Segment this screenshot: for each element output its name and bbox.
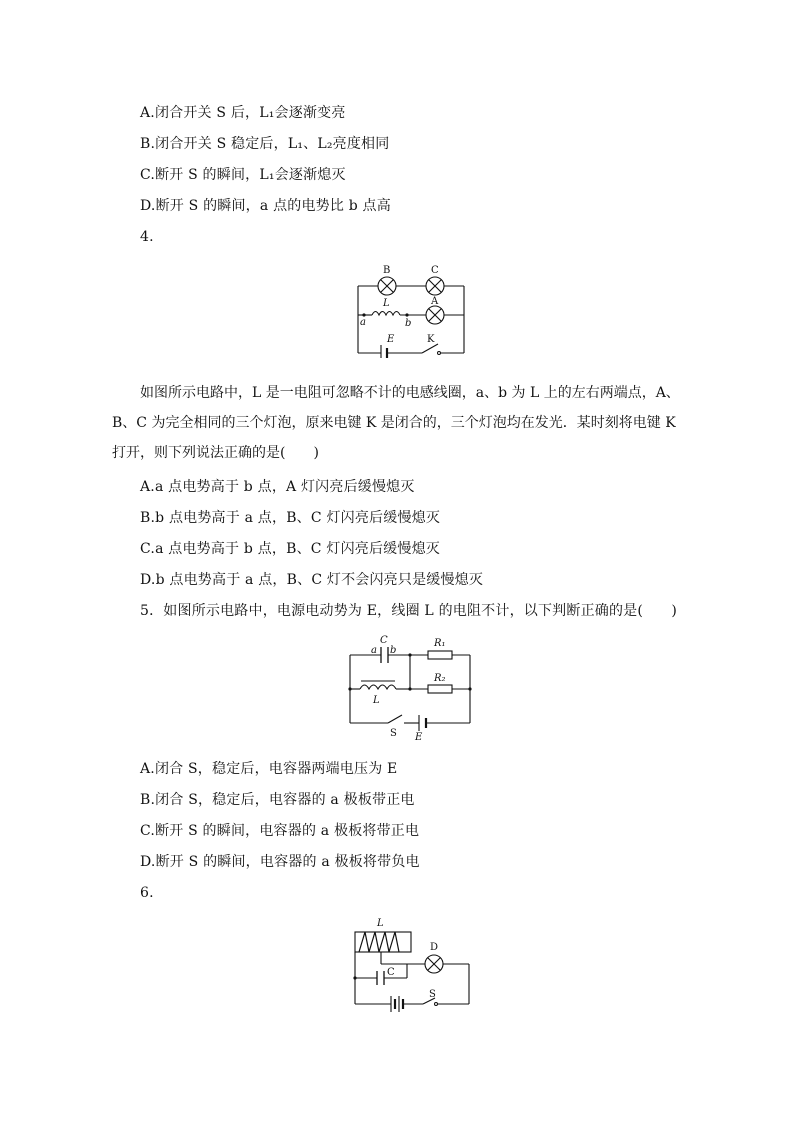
label-r2: R₂	[434, 673, 446, 684]
label-c: C	[387, 967, 395, 978]
label-c: C	[431, 265, 439, 276]
q4-circuit-diagram	[350, 258, 470, 358]
q4-option-b: B.b 点电势高于 a 点，B、C 灯闪亮后缓慢熄灭	[140, 510, 441, 526]
label-l: L	[383, 298, 390, 309]
label-a-lamp: A	[431, 296, 439, 307]
q6-number: 6.	[140, 885, 154, 901]
junction-dot	[468, 687, 471, 690]
label-e: E	[387, 334, 395, 345]
battery-icon	[381, 345, 387, 358]
q5-circuit-diagram	[340, 632, 480, 744]
q3-option-d: D.断开 S 的瞬间，a 点的电势比 b 点高	[140, 198, 391, 214]
q3-option-c: C.断开 S 的瞬间，L₁会逐渐熄灭	[140, 167, 346, 183]
switch-k-contact	[438, 352, 441, 355]
junction-dot	[353, 976, 356, 979]
label-b: b	[390, 645, 397, 656]
lamp-d-icon	[425, 955, 443, 973]
junction-dot	[348, 687, 351, 690]
label-a: a	[371, 645, 377, 656]
label-s: S	[429, 989, 436, 1000]
label-r1: R₁	[434, 638, 446, 649]
inductor-coil-icon	[360, 681, 396, 689]
label-b-node: b	[405, 318, 412, 329]
label-c: C	[380, 635, 388, 646]
q5-stem: 5．如图所示电路中，电源电动势为 E，线圈 L 的电阻不计，以下判断正确的是( )	[140, 603, 678, 619]
node-b-dot	[405, 313, 408, 316]
junction-dot	[408, 653, 411, 656]
inductor-coil-icon	[359, 932, 399, 952]
resistor-r1-icon	[428, 651, 452, 659]
q5-option-c: C.断开 S 的瞬间，电容器的 a 极板将带正电	[140, 823, 420, 839]
q4-option-c: C.a 点电势高于 b 点，B、C 灯闪亮后缓慢熄灭	[140, 541, 440, 557]
label-l: L	[377, 918, 384, 929]
battery-icon	[391, 996, 403, 1012]
lamp-b-icon	[378, 277, 396, 295]
label-l: L	[373, 695, 380, 706]
q3-option-a: A.闭合开关 S 后，L₁会逐渐变亮	[140, 105, 346, 121]
junction-dot	[408, 687, 411, 690]
lamp-c-icon	[426, 277, 444, 295]
q5-option-a: A.闭合 S，稳定后，电容器两端电压为 E	[140, 761, 398, 777]
label-k: K	[427, 334, 435, 345]
q5-option-d: D.断开 S 的瞬间，电容器的 a 极板将带负电	[140, 854, 420, 870]
label-b: B	[383, 265, 391, 276]
label-d: D	[430, 942, 439, 953]
label-a: a	[360, 317, 366, 328]
capacitor-icon	[381, 647, 388, 663]
resistor-r2-icon	[428, 685, 452, 693]
q4-option-a: A.a 点电势高于 b 点，A 灯闪亮后缓慢熄灭	[140, 479, 415, 495]
inductor-coil-icon	[372, 312, 400, 316]
q3-option-b: B.闭合开关 S 稳定后，L₁、L₂亮度相同	[140, 136, 390, 152]
battery-icon	[419, 715, 426, 731]
switch-s-contact	[435, 1003, 438, 1006]
capacitor-icon	[377, 971, 384, 985]
q5-option-b: B.闭合 S，稳定后，电容器的 a 极板带正电	[140, 792, 415, 808]
q6-circuit-diagram	[345, 912, 480, 1012]
q4-option-d: D.b 点电势高于 a 点，B、C 灯不会闪亮只是缓慢熄灭	[140, 572, 484, 588]
label-s: S	[390, 728, 397, 739]
q4-number: 4.	[140, 229, 154, 245]
label-e: E	[415, 732, 423, 743]
q4-stem: 如图所示电路中，L 是一电阻可忽略不计的电感线圈，a、b 为 L 上的左右两端点，A、B、C 为完全相同的三个灯泡，原来电键 K 是闭合的，三个灯泡均在发光．某时刻将电键 K 打开，则下列说法正确的是( )	[112, 385, 680, 461]
lamp-a-icon	[426, 306, 444, 324]
